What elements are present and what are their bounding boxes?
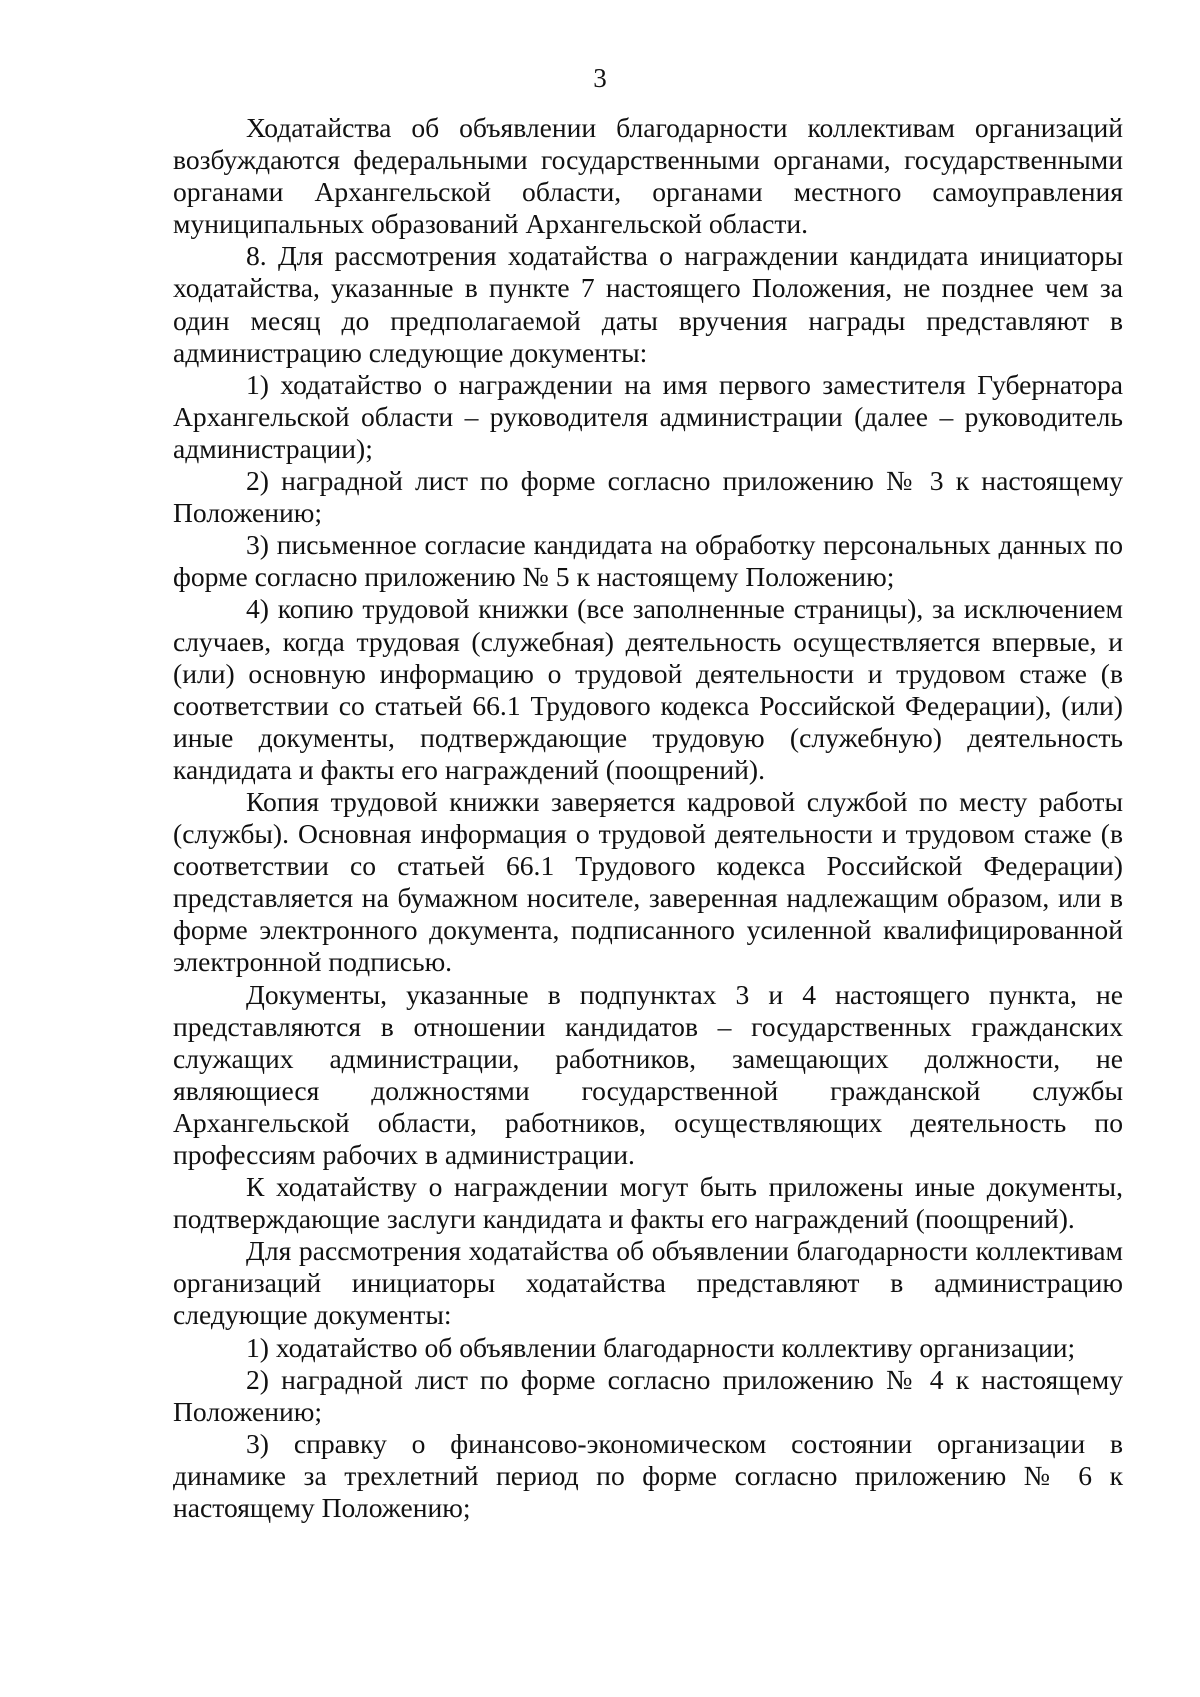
- list-item-3-financial-statement: 3) справку о финансово-экономическом состоянии организации в динамике за трехлетний период по форме согласно приложению № 6 к настоящему Положению;: [173, 1427, 1123, 1524]
- paragraph-petitions-initiators: Ходатайства об объявлении благодарности коллективам организаций возбуждаются федеральными государственными органами, государственными органами Архангельской области, органами местного самоуправления муниципальных образований Архангельской области.: [173, 112, 1123, 240]
- list-item-2-award-sheet: 2) наградной лист по форме согласно приложению № 3 к настоящему Положению;: [173, 465, 1123, 529]
- list-item-4-employment-record: 4) копию трудовой книжки (все заполненные страницы), за исключением случаев, когда трудовая (служебная) деятельность осуществляется впервые, и (или) основную информацию о трудовой деятельности и трудовом стаже (в соответствии со статьей 66.1 Трудового кодекса Российской Федерации), (или) иные документы, подтверждающие трудовую (служебную) деятельность кандидата и факты его награждений (поощрений).: [173, 593, 1123, 785]
- list-item-2-collective-award-sheet: 2) наградной лист по форме согласно приложению № 4 к настоящему Положению;: [173, 1363, 1123, 1427]
- list-item-3-consent: 3) письменное согласие кандидата на обработку персональных данных по форме согласно приложению № 5 к настоящему Положению;: [173, 529, 1123, 593]
- document-body: [173, 112, 1123, 1524]
- list-item-1-collective-petition: 1) ходатайство об объявлении благодарности коллективу организации;: [246, 1331, 1076, 1363]
- page-number: 3: [593, 63, 607, 93]
- paragraph-item-8: 8. Для рассмотрения ходатайства о награждении кандидата инициаторы ходатайства, указанные в пункте 7 настоящего Положения, не позднее чем за один месяц до предполагаемой даты вручения награды представляют в администрацию следующие документы:: [173, 240, 1123, 368]
- paragraph-record-certification: Копия трудовой книжки заверяется кадровой службой по месту работы (службы). Основная информация о трудовой деятельности и трудовом стаже (в соответствии со статьей 66.1 Трудового кодекса Российской Федерации) представляется на бумажном носителе, заверенная надлежащим образом, или в форме электронного документа, подписанного усиленной квалифицированной электронной подписью.: [173, 785, 1123, 978]
- paragraph-collective-gratitude: Для рассмотрения ходатайства об объявлении благодарности коллективам организаций инициаторы ходатайства представляют в администрацию следующие документы:: [173, 1235, 1123, 1331]
- paragraph-additional-documents: К ходатайству о награждении могут быть приложены иные документы, подтверждающие заслуги кандидата и факты его награждений (поощрений).: [173, 1171, 1123, 1235]
- list-item-1-petition: 1) ходатайство о награждении на имя первого заместителя Губернатора Архангельской области – руководителя администрации (далее – руководитель администрации);: [173, 368, 1123, 464]
- paragraph-exemptions: Документы, указанные в подпунктах 3 и 4 настоящего пункта, не представляются в отношении кандидатов – государственных гражданских служащих администрации, работников, замещающих должности, не являющиеся должностями государственной гражданской службы Архангельской области, работников, осуществляющих деятельность по профессиям рабочих в администрации.: [173, 978, 1123, 1170]
